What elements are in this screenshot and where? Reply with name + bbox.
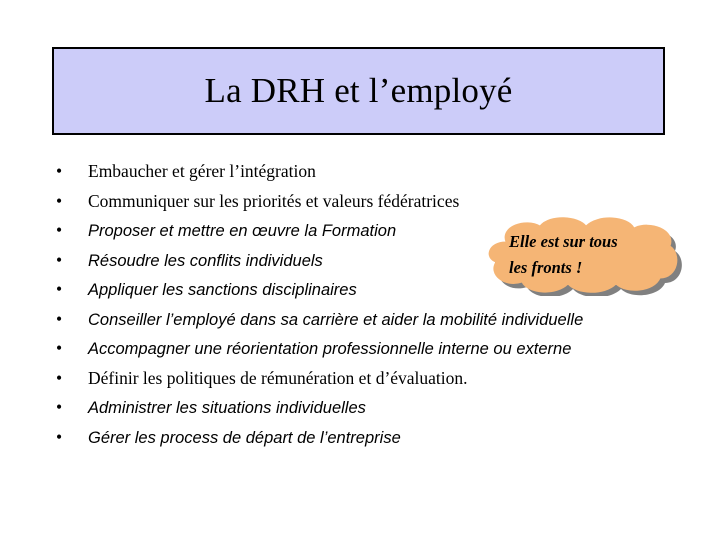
bullet-dot: • xyxy=(56,161,63,181)
bullet-text: Administrer les situations individuelles xyxy=(88,399,366,417)
bullet-dot: • xyxy=(56,338,63,358)
bullet-dot: • xyxy=(56,367,63,388)
bullet-item xyxy=(56,393,583,423)
bullet-text: Embaucher et gérer l’intégration xyxy=(88,161,316,181)
bullet-item xyxy=(56,364,583,394)
callout-line-1: Elle est sur tous xyxy=(509,232,618,251)
bullet-dot: • xyxy=(56,249,63,270)
bullet-dot: • xyxy=(56,220,63,240)
bullet-text: Résoudre les conflits individuels xyxy=(88,251,323,270)
bullet-text: Définir les politiques de rémunération et d’évaluation. xyxy=(88,367,468,388)
bullet-item xyxy=(56,334,583,364)
bullet-text: Gérer les process de départ de l’entreprise xyxy=(88,428,401,447)
bullet-list xyxy=(56,157,583,452)
bullet-dot: • xyxy=(56,426,63,447)
cloud-callout xyxy=(478,212,688,296)
bullet-dot: • xyxy=(56,397,63,417)
bullet-item xyxy=(56,305,583,335)
callout-line-2: les fronts ! xyxy=(509,258,583,277)
bullet-dot: • xyxy=(56,308,63,329)
bullet-text: Appliquer les sanctions disciplinaires xyxy=(88,281,357,299)
callout-text xyxy=(509,229,618,281)
bullet-text: Communiquer sur les priorités et valeurs fédératrices xyxy=(88,190,460,211)
bullet-item xyxy=(56,423,583,453)
bullet-text: Proposer et mettre en œuvre la Formation xyxy=(88,222,397,240)
bullet-text: Conseiller l’employé dans sa carrière et aider la mobilité individuelle xyxy=(88,310,584,329)
bullet-dot: • xyxy=(56,190,63,211)
slide-title: La DRH et l’employé xyxy=(204,71,513,110)
bullet-dot: • xyxy=(56,279,63,299)
bullet-item xyxy=(56,157,583,187)
title-box xyxy=(52,47,665,135)
bullet-text: Accompagner une réorientation professionnelle interne ou externe xyxy=(88,340,572,358)
